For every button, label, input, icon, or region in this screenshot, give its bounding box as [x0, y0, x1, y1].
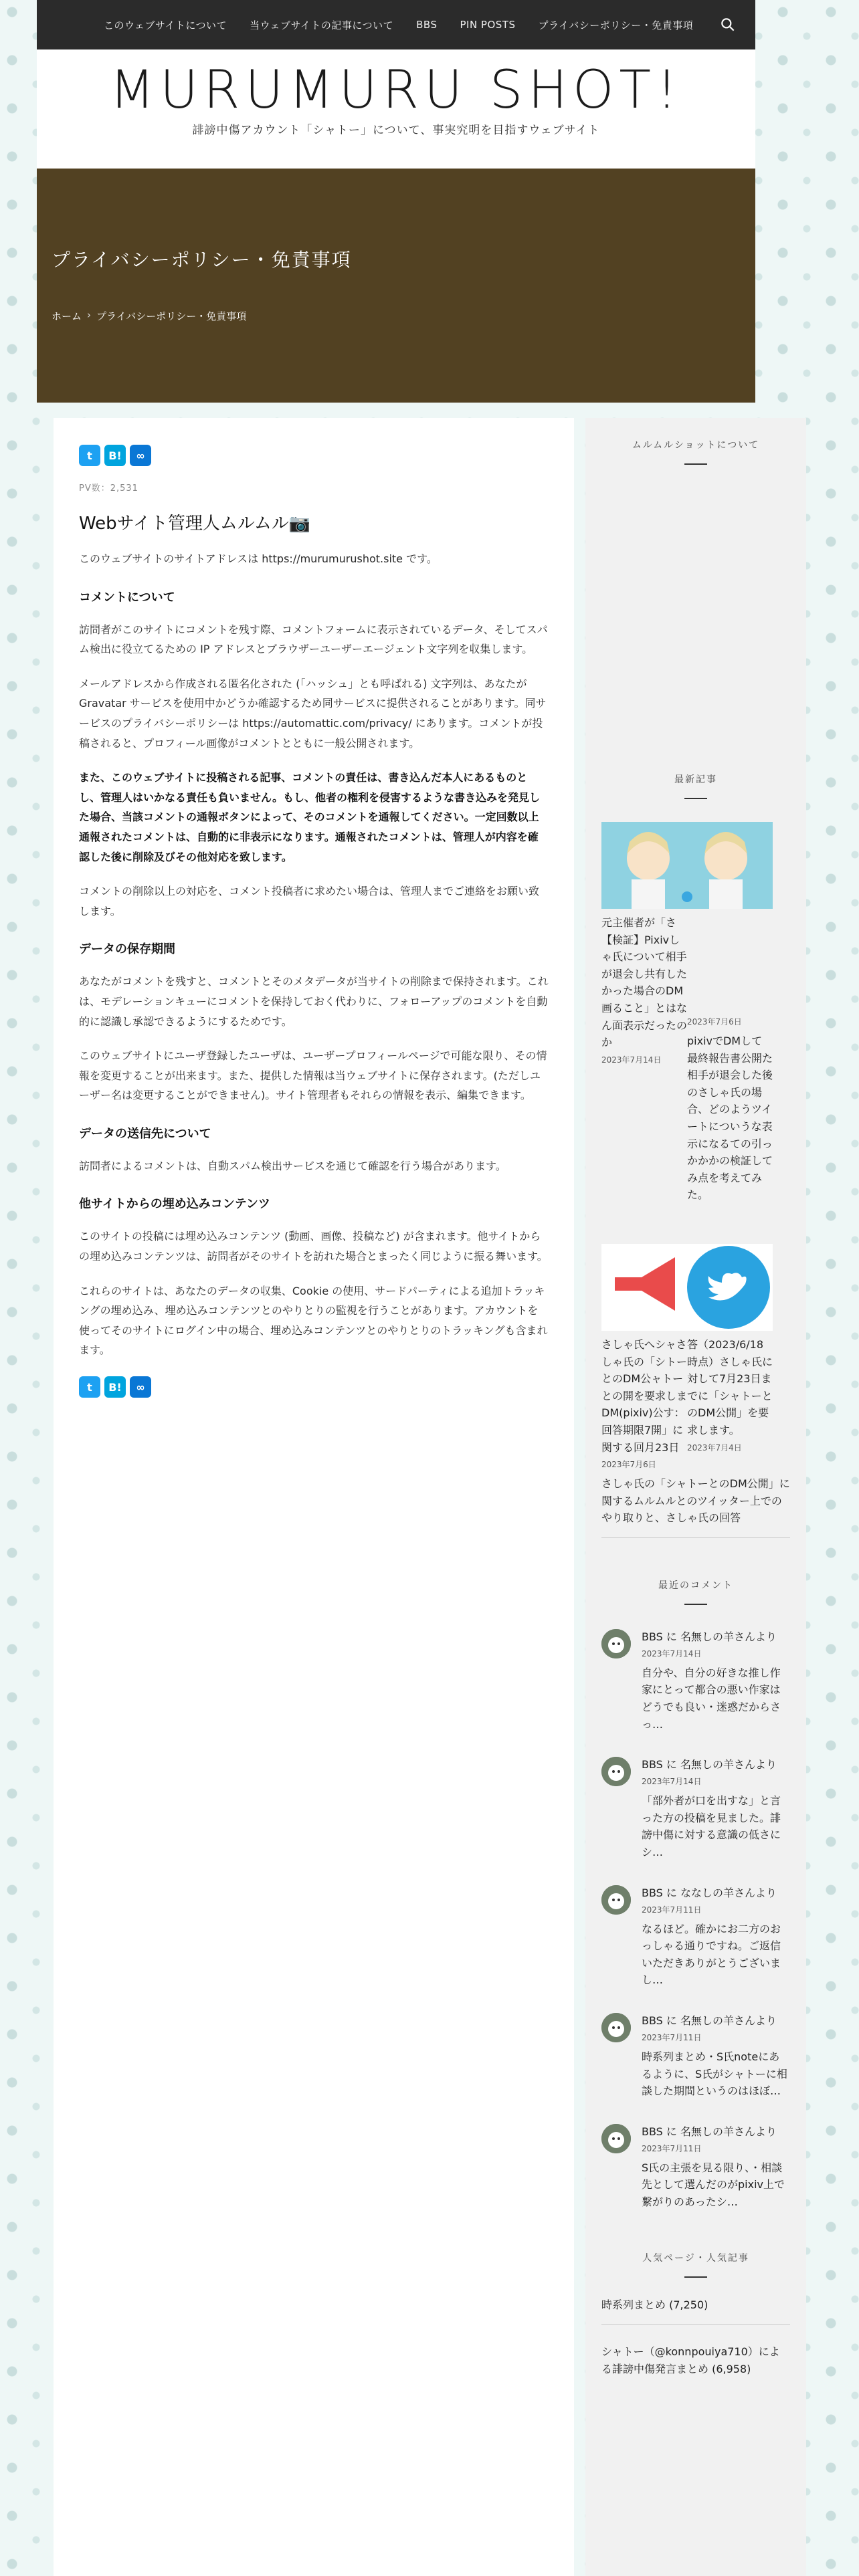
paragraph: これらのサイトは、あなたのデータの収集、Cookie の使用、サードパーティによる追加トラッキングの埋め込み、埋め込みコンテンツとのやりとりの監視を行うことがあります。アカウントを使ってそのサイトにログイン中の場合、埋め込みコンテンツとのやりとりのトラッキングも含まれます。	[79, 1284, 548, 1357]
latest-post-title-extra[interactable]: さしゃ氏の「シャトーとのDM公開」に関するムルムルとのツイッター上でのやり取りと、さしゃ氏の回答	[601, 1477, 790, 1525]
paragraph: メールアドレスから作成される匿名化された (「ハッシュ」とも呼ばれる) 文字列は、あなたが Gravatar サービスを使用中かどうか確認するため同サービスに提供されることがあります。同サービスのプライバシーポリシーは https://automattic.com/privacy/ にあります。コメントが投稿されると、プロフィール画像がコメントとともに一般公開されます。	[79, 677, 547, 750]
comment-excerpt[interactable]: 自分や、自分の好きな推し作家にとって都合の悪い作家はどうでも良い・迷惑だからさっ…	[642, 1666, 781, 1731]
latest-post-card	[687, 1331, 773, 1470]
nav-item-bbs[interactable]: BBS	[416, 19, 438, 31]
nav-item-articles[interactable]: 当ウェブサイトの記事について	[250, 19, 394, 31]
comment-excerpt[interactable]: S氏の主張を見る限り、・相談先として選んだのがpixiv上で繋がりのあったシ…	[642, 2161, 785, 2208]
divider	[601, 2324, 790, 2325]
comment-body	[642, 1757, 790, 1860]
section-heading: データの保存期間	[79, 942, 175, 957]
main-content	[54, 418, 574, 2576]
site-title[interactable]: MURUMURU SHOT!	[109, 60, 683, 120]
nav-menu	[104, 0, 693, 49]
widget-title-about: ムルムルショットについて	[632, 440, 760, 451]
anime-illustration-icon	[601, 822, 773, 909]
megaphone-twitter-icon	[601, 1244, 773, 1331]
popular-item[interactable]: シャトー（@konnpouiya710）による誹謗中傷発言まとめ (6,958)	[601, 2345, 780, 2375]
page-hero	[37, 169, 755, 403]
section-heading: データの送信先について	[79, 1126, 211, 1141]
site-header	[37, 49, 755, 169]
divider	[684, 798, 707, 799]
paragraph-bold: また、このウェブサイトに投稿される記事、コメントの責任は、書き込んだ本人にあるものとし、管理人はいかなる責任も負いません。もし、他者の権利を侵害するような書き込みを発見した場合、当該コメントの通報ボタンによって、そのコメントを通報してください。一定回数以上通報されたコメントは、自動的に非表示になります。通報されたコメントは、管理人が内容を確認した後に削除及びその他対応を致します。	[79, 771, 540, 863]
paragraph: あなたがコメントを残すと、コメントとそのメタデータが当サイトの削除まで保持されます。これは、モデレーションキューにコメントを保持しておく代わりに、フォローアップのコメントを自動的に認識し承認できるようにするためです。	[79, 975, 549, 1028]
twitter-icon: t	[87, 449, 92, 462]
hatena-bookmark-button[interactable]	[104, 445, 126, 466]
comment-body	[642, 1629, 790, 1733]
paragraph: 訪問者がこのサイトにコメントを残す際、コメントフォームに表示されているデータ、そしてスパム検出に役立てるための IP アドレスとブラウザーユーザーエージェント文字列を収集します。	[79, 623, 548, 656]
paragraph: このウェブサイトにユーザ登録したユーザは、ユーザープロフィールページで可能な限り、その情報を変更することが出来ます。また、提供した情報は当ウェブサイトに保存されます。(ただしユーザー名は変更することができません)。サイト管理者もそれらの情報を表示、編集できます。	[79, 1049, 547, 1102]
comment-date: 2023年7月11日	[642, 1905, 702, 1915]
paragraph: このサイトの投稿には埋め込みコンテンツ (動画、画像、投稿など) が含まれます。他サイトからの埋め込みコンテンツは、訪問者がそのサイトを訪れた場合とまったく同じように振る舞います。	[79, 1230, 548, 1263]
comment-date: 2023年7月11日	[642, 2033, 702, 2042]
divider	[684, 1604, 707, 1605]
nav-item-pin-posts[interactable]: PIN POSTS	[460, 19, 516, 31]
divider	[684, 463, 707, 465]
comment-item	[601, 1629, 790, 1733]
copy-link-button[interactable]	[130, 445, 151, 466]
breadcrumb	[52, 309, 246, 323]
breadcrumb-separator: ›	[87, 309, 92, 321]
comment-date: 2023年7月11日	[642, 2143, 702, 2153]
latest-post-card	[601, 1331, 687, 1470]
share-buttons-bottom	[79, 1376, 549, 1398]
avatar	[601, 1629, 631, 1658]
sheep-avatar-icon	[601, 1757, 631, 1786]
latest-post-card	[601, 909, 687, 1204]
link-icon: ∞	[136, 449, 145, 462]
latest-post-date: 2023年7月14日	[601, 1055, 662, 1065]
comment-author[interactable]: BBS に ななしの羊さんより	[642, 1886, 777, 1899]
search-icon[interactable]	[719, 16, 737, 33]
sheep-avatar-icon	[601, 1629, 631, 1658]
sheep-avatar-icon	[601, 2013, 631, 2042]
latest-posts-row-2-text	[601, 1331, 790, 1470]
twitter-share-button[interactable]	[79, 445, 100, 466]
comment-item	[601, 1885, 790, 1989]
comment-author[interactable]: BBS に 名無しの羊さんより	[642, 2125, 777, 2138]
comment-item	[601, 2013, 790, 2100]
breadcrumb-current: プライバシーポリシー・免責事項	[96, 310, 247, 322]
comment-body	[642, 2013, 790, 2100]
nav-item-privacy[interactable]: プライバシーポリシー・免責事項	[538, 19, 694, 31]
comment-author[interactable]: BBS に 名無しの羊さんより	[642, 1758, 777, 1772]
hatena-icon: B!	[108, 1380, 122, 1394]
comment-item	[601, 1757, 790, 1860]
latest-posts-row-1-text	[601, 909, 790, 1204]
page-title: プライバシーポリシー・免責事項	[52, 249, 352, 271]
intro-paragraph: このウェブサイトのサイトアドレスは https://murumurushot.site です。	[79, 552, 438, 565]
twitter-icon: t	[87, 1380, 92, 1394]
divider	[684, 2276, 707, 2278]
site-tagline: 誹謗中傷アカウント「シャトー」について、事実究明を目指すウェブサイト	[192, 124, 600, 137]
comment-excerpt[interactable]: 時系列まとめ・S氏noteにあるように、S氏がシャトーに相談した期間というのはほぼ…	[642, 2050, 787, 2098]
widget-title-popular: 人気ページ・人気記事	[642, 2252, 749, 2264]
comment-body	[642, 2124, 790, 2211]
avatar	[601, 2124, 631, 2153]
latest-post-date: 2023年7月4日	[687, 1442, 742, 1453]
hatena-icon: B!	[108, 449, 122, 462]
latest-posts-row-2	[601, 1244, 790, 1331]
widget-title-comments: 最近のコメント	[658, 1580, 733, 1591]
comment-date: 2023年7月14日	[642, 1777, 702, 1787]
latest-posts-row-1	[601, 822, 790, 909]
comment-author[interactable]: BBS に 名無しの羊さんより	[642, 2014, 777, 2027]
hatena-bookmark-button[interactable]	[104, 1376, 126, 1398]
twitter-share-button[interactable]	[79, 1376, 100, 1398]
page-view-count: PV数：2,531	[79, 484, 138, 494]
comment-author[interactable]: BBS に 名無しの羊さんより	[642, 1630, 777, 1643]
copy-link-button[interactable]	[130, 1376, 151, 1398]
widget-title-latest: 最新記事	[674, 774, 717, 785]
sheep-avatar-icon	[601, 1885, 631, 1915]
latest-post-title[interactable]: さしゃ氏へシャさしゃ氏の「シトーとのDM公ャトーとの開を要求しまDM(pixiv)公す：回答期限7開」に関する回月23日	[601, 1337, 688, 1454]
popular-item[interactable]: 時系列まとめ (7,250)	[601, 2298, 708, 2311]
comment-item	[601, 2124, 790, 2211]
section-heading: 他サイトからの埋め込みコンテンツ	[79, 1197, 270, 1212]
avatar	[601, 1757, 631, 1786]
comment-date: 2023年7月14日	[642, 1648, 702, 1658]
latest-post-title[interactable]: 答（2023/6/18時点）さしゃ氏に対して7月23日までに「シャトーとのDM公開」を要求します。	[687, 1337, 773, 1436]
latest-post-date: 2023年7月6日	[687, 1017, 742, 1027]
avatar	[601, 2013, 631, 2042]
comment-excerpt[interactable]: なるほど。確かにお二方のおっしゃる通りですね。ご返信いただきありがとうございまし…	[642, 1922, 781, 1987]
avatar	[601, 1885, 631, 1915]
nav-item-about[interactable]: このウェブサイトについて	[104, 19, 227, 31]
latest-post-date: 2023年7月6日	[601, 1460, 656, 1470]
post-heading: Webサイト管理人ムルムル📷	[79, 514, 311, 534]
latest-post-title[interactable]: 元主催者が「さ【検証】Pixivしゃ氏について相手が退会し共有したかった場合のDM画ること」とはなん面表示だったのか	[601, 916, 688, 1049]
latest-post-title[interactable]: pixivでDMして最終報告書公開た相手が退会した後のさしゃ氏の場合、どのようツイートについうな表示になるての引っかかかの検証してみ点を考えてみた。	[687, 1035, 773, 1202]
post-thumbnail-megaphone[interactable]	[601, 1244, 773, 1331]
sidebar	[585, 418, 806, 2576]
section-heading: コメントについて	[79, 590, 175, 605]
divider	[601, 1537, 790, 1538]
paragraph: コメントの削除以上の対応を、コメント投稿者に求めたい場合は、管理人までご連絡をお願い致します。	[79, 885, 540, 918]
comment-excerpt[interactable]: 「部外者が口を出すな」と言った方の投稿を見ました。誹謗中傷に対する意識の低さにシ…	[642, 1794, 781, 1859]
share-buttons-top	[79, 445, 549, 466]
breadcrumb-home[interactable]: ホーム	[52, 310, 82, 322]
latest-post-card	[687, 909, 773, 1204]
post-thumbnail-anime[interactable]	[601, 822, 773, 909]
link-icon: ∞	[136, 1380, 145, 1394]
sheep-avatar-icon	[601, 2124, 631, 2153]
paragraph: 訪問者によるコメントは、自動スパム検出サービスを通じて確認を行う場合があります。	[79, 1159, 506, 1172]
comment-body	[642, 1885, 790, 1989]
top-navigation	[37, 0, 755, 49]
